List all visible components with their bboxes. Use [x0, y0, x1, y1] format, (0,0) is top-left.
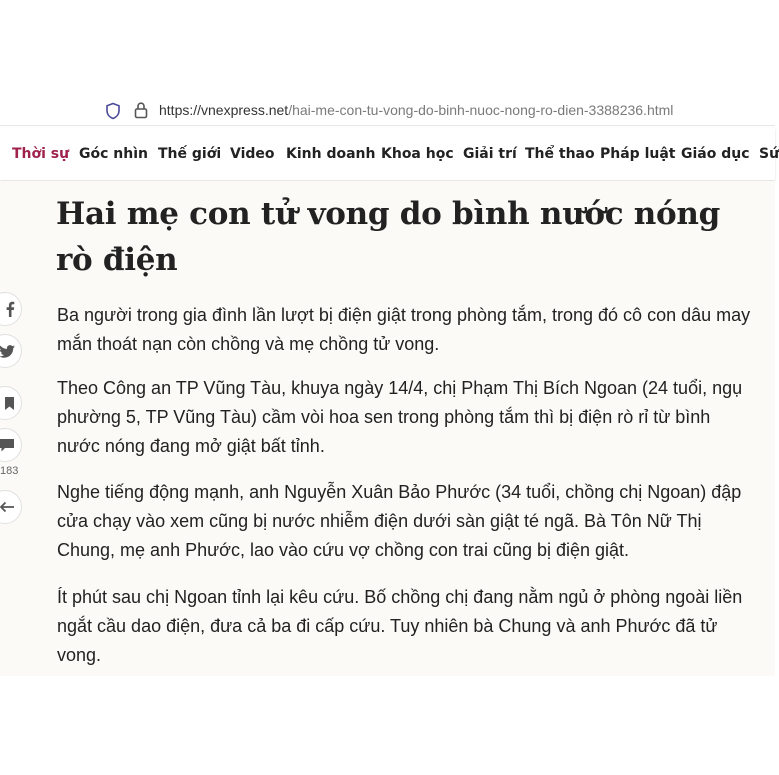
twitter-share-button[interactable] — [0, 334, 22, 368]
nav-item-phap-luat[interactable]: Pháp luật — [600, 146, 676, 162]
article-content — [0, 181, 775, 676]
nav-item-giai-tri[interactable]: Giải trí — [463, 146, 517, 162]
twitter-icon — [0, 345, 15, 358]
facebook-share-button[interactable] — [0, 292, 22, 326]
nav-item-kinh-doanh[interactable]: Kinh doanh — [286, 146, 376, 162]
nav-item-video[interactable]: Video — [230, 146, 275, 162]
article-paragraph: Nghe tiếng động mạnh, anh Nguyễn Xuân Bảo Phước (34 tuổi, chồng chị Ngoan) đập cửa chạy vào xem cũng bị nước nhiễm điện dưới sàn giật té ngã. Bà Tôn Nữ Thị Chung, mẹ anh Phước, lao vào cứu vợ chồng con trai cũng bị điện giật. — [57, 482, 742, 560]
shield-icon[interactable] — [104, 102, 122, 120]
nav-item-the-thao[interactable]: Thể thao — [525, 146, 595, 162]
url-domain: https://vnexpress.net — [159, 102, 289, 118]
article-lead: Ba người trong gia đình lần lượt bị điện giật trong phòng tắm, trong đó cô con dâu may mắn thoát nạn còn chồng và mẹ chồng tử vong. — [57, 305, 751, 354]
nav-item-goc-nhin[interactable]: Góc nhìn — [79, 146, 148, 162]
nav-item-thoi-su[interactable]: Thời sự — [12, 146, 70, 162]
nav-item-khoa-hoc[interactable]: Khoa học — [381, 146, 454, 162]
article-paragraph: Theo Công an TP Vũng Tàu, khuya ngày 14/4, chị Phạm Thị Bích Ngoan (24 tuổi, ngụ phường 5, TP Vũng Tàu) cầm vòi hoa sen trong phòng tắm thì bị điện rò rỉ từ bình nước nóng đang mở giật bất tỉnh. — [57, 378, 743, 456]
bookmark-icon — [4, 396, 15, 411]
facebook-icon — [5, 301, 15, 317]
back-arrow-icon — [0, 501, 15, 513]
url-text[interactable] — [159, 102, 673, 118]
url-path: /hai-me-con-tu-vong-do-binh-nuoc-nong-ro-dien-3388236.html — [288, 102, 674, 118]
comment-icon — [0, 438, 15, 453]
category-nav — [0, 128, 779, 180]
address-bar[interactable] — [0, 97, 775, 126]
back-button[interactable] — [0, 490, 22, 524]
nav-item-the-gioi[interactable]: Thế giới — [158, 146, 222, 162]
comment-button[interactable] — [0, 428, 22, 462]
bookmark-button[interactable] — [0, 386, 22, 420]
nav-item-giao-duc[interactable]: Giáo dục — [681, 146, 750, 162]
lock-icon[interactable] — [133, 101, 149, 119]
article-title: Hai mẹ con tử vong do bình nước nóng rò điện — [56, 196, 721, 278]
article-paragraph: Ít phút sau chị Ngoan tỉnh lại kêu cứu. Bố chồng chị đang nằm ngủ ở phòng ngoài liền ngắt cầu dao điện, đưa cả ba đi cấp cứu. Tuy nhiên bà Chung và anh Phước đã tử vong. — [57, 587, 743, 665]
comment-count: 183 — [0, 465, 19, 477]
nav-item-suc-khoe[interactable]: Sứ — [759, 146, 779, 162]
